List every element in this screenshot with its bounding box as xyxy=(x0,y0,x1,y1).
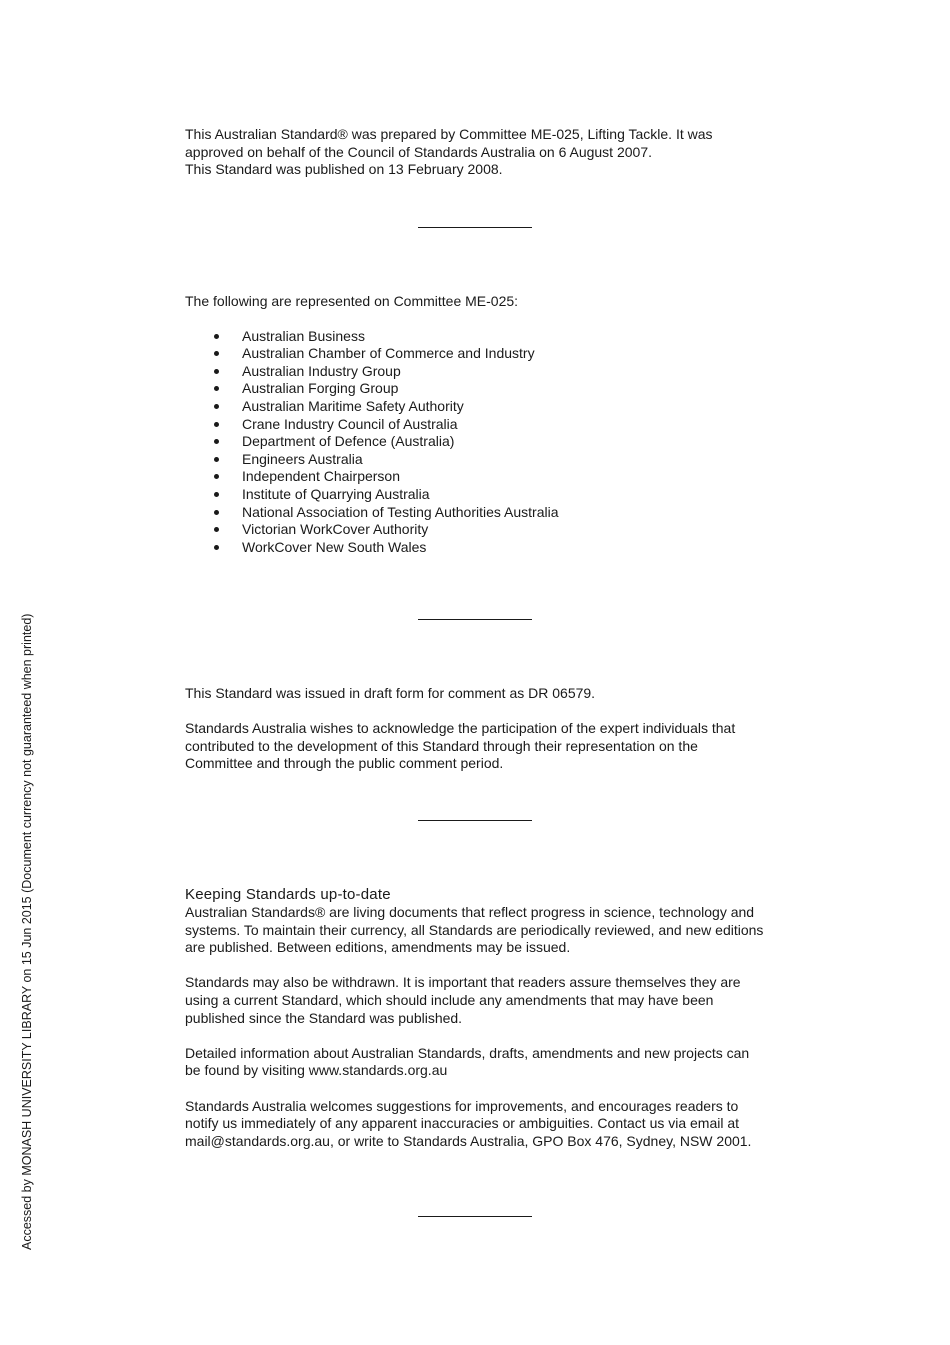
list-item: Independent Chairperson xyxy=(185,468,785,486)
list-item: Department of Defence (Australia) xyxy=(185,433,785,451)
list-item: Australian Business xyxy=(185,328,785,346)
list-item: Institute of Quarrying Australia xyxy=(185,486,785,504)
paragraph-line: be found by visiting www.standards.org.au xyxy=(185,1062,448,1079)
acknowledgement-line-2: contributed to the development of this Standard through their representation on the xyxy=(185,737,698,754)
paragraph-line: published since the Standard was published. xyxy=(185,1009,463,1026)
list-item: National Association of Testing Authorities Australia xyxy=(185,504,785,522)
committee-section xyxy=(185,293,785,556)
section-divider xyxy=(418,619,532,620)
list-item: Crane Industry Council of Australia xyxy=(185,416,785,434)
acknowledgement-line-1: Standards Australia wishes to acknowledge the participation of the expert individuals that xyxy=(185,720,736,737)
section-heading: Keeping Standards up-to-date xyxy=(185,886,391,903)
draft-section xyxy=(185,685,785,773)
paragraph-line: notify us immediately of any apparent inaccuracies or ambiguities. Contact us via email at xyxy=(185,1115,740,1132)
bullet-icon xyxy=(214,492,219,497)
draft-issued: This Standard was issued in draft form for comment as DR 06579. xyxy=(185,685,596,701)
section-divider xyxy=(418,820,532,821)
paragraph-line: Australian Standards® are living documents that reflect progress in science, technology and xyxy=(185,904,755,920)
bullet-icon xyxy=(214,545,219,550)
acknowledgement-line-3: Committee and through the public comment period. xyxy=(185,755,504,772)
bullet-icon xyxy=(214,527,219,532)
approval-line-2: approved on behalf of the Council of Standards Australia on 6 August 2007. xyxy=(185,143,652,160)
keeping-up-to-date-section xyxy=(185,886,785,1150)
paragraph-line: Standards may also be withdrawn. It is important that readers assure themselves they are xyxy=(185,974,741,991)
paragraph-line: systems. To maintain their currency, all Standards are periodically reviewed, and new editions xyxy=(185,921,764,938)
list-item: Australian Forging Group xyxy=(185,380,785,398)
bullet-icon xyxy=(214,474,219,479)
paragraph-line: are published. Between editions, amendments may be issued. xyxy=(185,939,571,956)
paragraph-line: mail@standards.org.au, or write to Standards Australia, GPO Box 476, Sydney, NSW 2001. xyxy=(185,1132,752,1149)
access-watermark: Accessed by MONASH UNIVERSITY LIBRARY on 15 Jun 2015 (Document currency not guaranteed when printed) xyxy=(20,613,34,1250)
list-item: Engineers Australia xyxy=(185,451,785,469)
paragraph-line: using a current Standard, which should include any amendments that may have been xyxy=(185,991,714,1008)
bullet-icon xyxy=(214,386,219,391)
approval-line-3: This Standard was published on 13 February 2008. xyxy=(185,161,503,178)
approval-line-1: This Australian Standard® was prepared by Committee ME-025, Lifting Tackle. It was xyxy=(185,126,713,142)
paragraph-line: Standards Australia welcomes suggestions for improvements, and encourages readers to xyxy=(185,1097,739,1114)
list-item: Australian Industry Group xyxy=(185,363,785,381)
bullet-icon xyxy=(214,404,219,409)
bullet-icon xyxy=(214,422,219,427)
section-divider xyxy=(418,227,532,228)
bullet-icon xyxy=(214,439,219,444)
bullet-icon xyxy=(214,510,219,515)
committee-member-list xyxy=(185,328,785,557)
list-item: WorkCover New South Wales xyxy=(185,539,785,557)
approval-statement xyxy=(185,126,785,179)
paragraph-line: Detailed information about Australian Standards, drafts, amendments and new projects can xyxy=(185,1044,750,1061)
list-item: Australian Maritime Safety Authority xyxy=(185,398,785,416)
bullet-icon xyxy=(214,457,219,462)
list-item: Victorian WorkCover Authority xyxy=(185,521,785,539)
bullet-icon xyxy=(214,369,219,374)
bullet-icon xyxy=(214,334,219,339)
section-divider xyxy=(418,1216,532,1217)
bullet-icon xyxy=(214,351,219,356)
list-item: Australian Chamber of Commerce and Industry xyxy=(185,345,785,363)
committee-intro: The following are represented on Committee ME-025: xyxy=(185,293,519,309)
